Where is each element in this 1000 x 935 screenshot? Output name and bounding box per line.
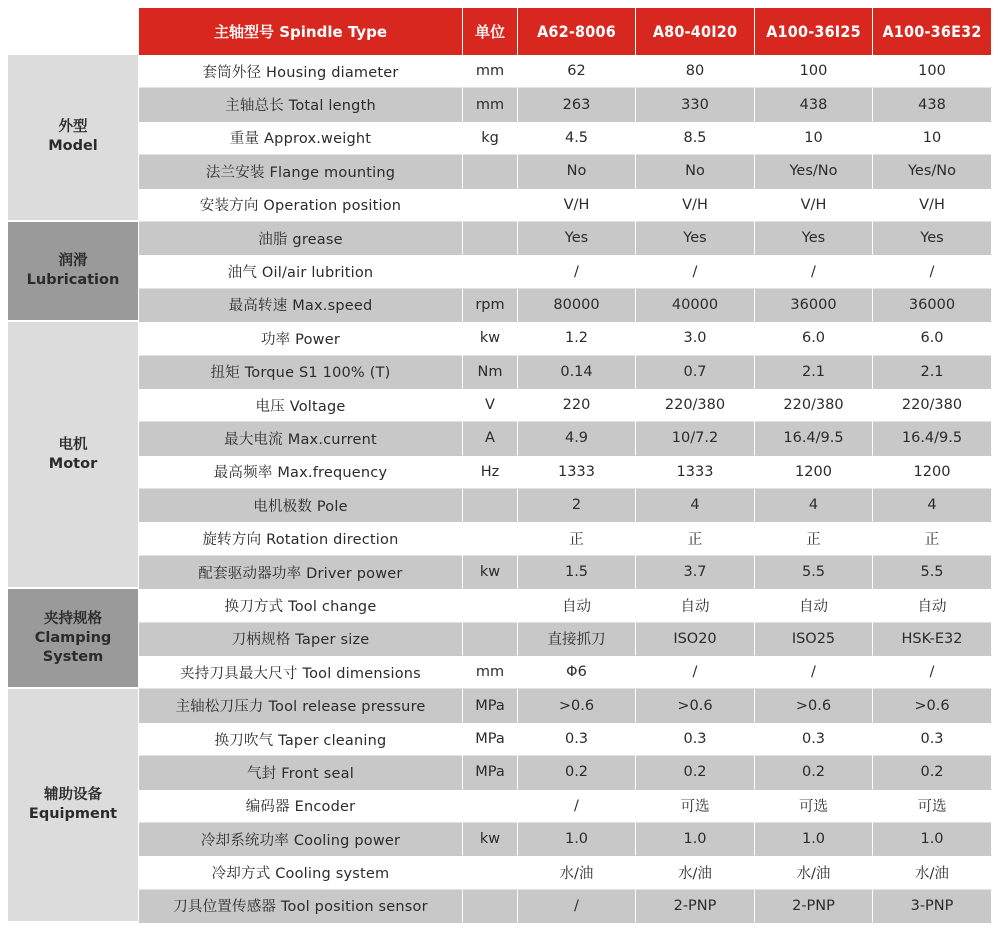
- table-row: [8, 389, 992, 422]
- table-row: [8, 790, 992, 823]
- value-cell-model-4: 2.1: [873, 356, 992, 389]
- table-row: [8, 189, 992, 222]
- param-label: 配套驱动器功率 Driver power: [139, 556, 463, 589]
- value-cell-model-2: 水/油: [636, 856, 755, 889]
- param-label: 主轴总长 Total length: [139, 88, 463, 121]
- value-cell-model-1: 0.14: [518, 356, 636, 389]
- value-cell-model-3: 2-PNP: [755, 890, 873, 923]
- table-row: [8, 823, 992, 856]
- value-cell-model-1: 0.2: [518, 756, 636, 789]
- value-cell-model-4: 1.0: [873, 823, 992, 856]
- param-label: 扭矩 Torque S1 100% (T): [139, 356, 463, 389]
- unit-cell: V: [463, 389, 518, 422]
- value-cell-model-3: ISO25: [755, 623, 873, 656]
- value-cell-model-4: 100: [873, 55, 992, 88]
- header-model-2: A80-40I20: [636, 8, 755, 55]
- value-cell-model-1: 1.2: [518, 322, 636, 355]
- unit-cell: mm: [463, 55, 518, 88]
- value-cell-model-2: 3.7: [636, 556, 755, 589]
- value-cell-model-4: 水/油: [873, 856, 992, 889]
- value-cell-model-2: ISO20: [636, 623, 755, 656]
- value-cell-model-4: 正: [873, 522, 992, 555]
- value-cell-model-2: No: [636, 155, 755, 188]
- param-label: 换刀方式 Tool change: [139, 589, 463, 622]
- group-label-zh: 润滑: [58, 253, 88, 270]
- spec-body: [8, 55, 992, 923]
- value-cell-model-2: >0.6: [636, 689, 755, 722]
- value-cell-model-2: 0.2: [636, 756, 755, 789]
- param-label: 电机极数 Pole: [139, 489, 463, 522]
- table-row: [8, 55, 992, 88]
- value-cell-model-4: Yes/No: [873, 155, 992, 188]
- value-cell-model-3: 36000: [755, 289, 873, 322]
- table-row: [8, 322, 992, 355]
- group-label: [8, 55, 139, 222]
- value-cell-model-2: 0.7: [636, 356, 755, 389]
- table-row: [8, 589, 992, 622]
- value-cell-model-3: 4: [755, 489, 873, 522]
- value-cell-model-3: 5.5: [755, 556, 873, 589]
- unit-cell: [463, 189, 518, 222]
- table-row: [8, 656, 992, 689]
- table-row: [8, 890, 992, 923]
- group-label-en: Model: [48, 138, 98, 155]
- value-cell-model-1: 4.5: [518, 122, 636, 155]
- value-cell-model-2: 2-PNP: [636, 890, 755, 923]
- value-cell-model-4: 6.0: [873, 322, 992, 355]
- param-label: 冷却方式 Cooling system: [139, 856, 463, 889]
- value-cell-model-2: 330: [636, 88, 755, 121]
- header-row: [8, 8, 992, 55]
- value-cell-model-1: /: [518, 890, 636, 923]
- group-label-en: Lubrication: [26, 272, 120, 289]
- header-model-4: A100-36E32: [873, 8, 992, 55]
- table-row: [8, 689, 992, 722]
- value-cell-model-1: 1.0: [518, 823, 636, 856]
- unit-cell: A: [463, 422, 518, 455]
- value-cell-model-2: 220/380: [636, 389, 755, 422]
- value-cell-model-2: 4: [636, 489, 755, 522]
- unit-cell: [463, 623, 518, 656]
- table-row: [8, 856, 992, 889]
- value-cell-model-1: Φ6: [518, 656, 636, 689]
- group-label-zh: 电机: [58, 436, 88, 453]
- value-cell-model-3: /: [755, 656, 873, 689]
- value-cell-model-3: 6.0: [755, 322, 873, 355]
- table-row: [8, 88, 992, 121]
- unit-cell: [463, 522, 518, 555]
- value-cell-model-3: 1200: [755, 456, 873, 489]
- group-label-zh: 外型: [58, 119, 88, 136]
- value-cell-model-1: 220: [518, 389, 636, 422]
- param-label: 编码器 Encoder: [139, 790, 463, 823]
- value-cell-model-4: V/H: [873, 189, 992, 222]
- param-label: 气封 Front seal: [139, 756, 463, 789]
- value-cell-model-2: 1333: [636, 456, 755, 489]
- value-cell-model-2: /: [636, 656, 755, 689]
- unit-cell: kw: [463, 556, 518, 589]
- value-cell-model-1: 正: [518, 522, 636, 555]
- value-cell-model-4: 220/380: [873, 389, 992, 422]
- value-cell-model-1: 1.5: [518, 556, 636, 589]
- value-cell-model-3: 16.4/9.5: [755, 422, 873, 455]
- value-cell-model-4: 0.3: [873, 723, 992, 756]
- value-cell-model-3: >0.6: [755, 689, 873, 722]
- table-row: [8, 122, 992, 155]
- value-cell-model-3: 100: [755, 55, 873, 88]
- table-row: [8, 756, 992, 789]
- value-cell-model-3: 2.1: [755, 356, 873, 389]
- header-model-1: A62-8006: [518, 8, 636, 55]
- param-label: 最高频率 Max.frequency: [139, 456, 463, 489]
- unit-cell: MPa: [463, 723, 518, 756]
- table-row: [8, 422, 992, 455]
- value-cell-model-2: 8.5: [636, 122, 755, 155]
- value-cell-model-1: >0.6: [518, 689, 636, 722]
- param-label: 刀具位置传感器 Tool position sensor: [139, 890, 463, 923]
- value-cell-model-4: 438: [873, 88, 992, 121]
- value-cell-model-2: 40000: [636, 289, 755, 322]
- value-cell-model-3: 1.0: [755, 823, 873, 856]
- unit-cell: Hz: [463, 456, 518, 489]
- param-label: 最大电流 Max.current: [139, 422, 463, 455]
- group-label: [8, 322, 139, 589]
- unit-cell: mm: [463, 656, 518, 689]
- value-cell-model-4: 5.5: [873, 556, 992, 589]
- value-cell-model-3: 水/油: [755, 856, 873, 889]
- param-label: 电压 Voltage: [139, 389, 463, 422]
- spindle-spec-table: [8, 8, 992, 923]
- value-cell-model-4: 4: [873, 489, 992, 522]
- group-label-zh: 辅助设备: [44, 787, 102, 804]
- value-cell-model-1: 62: [518, 55, 636, 88]
- param-label: 油脂 grease: [139, 222, 463, 255]
- value-cell-model-1: 4.9: [518, 422, 636, 455]
- value-cell-model-1: 直接抓刀: [518, 623, 636, 656]
- header-model-3: A100-36I25: [755, 8, 873, 55]
- unit-cell: [463, 222, 518, 255]
- value-cell-model-2: 自动: [636, 589, 755, 622]
- param-label: 刀柄规格 Taper size: [139, 623, 463, 656]
- value-cell-model-1: Yes: [518, 222, 636, 255]
- unit-cell: MPa: [463, 689, 518, 722]
- header-unit: 单位: [463, 8, 518, 55]
- value-cell-model-1: /: [518, 790, 636, 823]
- table-row: [8, 723, 992, 756]
- header-parameter: 主轴型号 Spindle Type: [139, 8, 463, 55]
- value-cell-model-1: 水/油: [518, 856, 636, 889]
- value-cell-model-4: 1200: [873, 456, 992, 489]
- group-label: [8, 222, 139, 322]
- param-label: 旋转方向 Rotation direction: [139, 522, 463, 555]
- value-cell-model-3: 可选: [755, 790, 873, 823]
- param-label: 夹持刀具最大尺寸 Tool dimensions: [139, 656, 463, 689]
- value-cell-model-4: 10: [873, 122, 992, 155]
- param-label: 功率 Power: [139, 322, 463, 355]
- value-cell-model-4: >0.6: [873, 689, 992, 722]
- value-cell-model-3: Yes/No: [755, 155, 873, 188]
- table-row: [8, 222, 992, 255]
- value-cell-model-4: 16.4/9.5: [873, 422, 992, 455]
- value-cell-model-4: /: [873, 656, 992, 689]
- group-label-en: Clamping System: [34, 629, 112, 665]
- param-label: 最高转速 Max.speed: [139, 289, 463, 322]
- group-label-en: Equipment: [28, 806, 118, 823]
- unit-cell: Nm: [463, 356, 518, 389]
- table-row: [8, 356, 992, 389]
- unit-cell: kw: [463, 322, 518, 355]
- value-cell-model-3: 220/380: [755, 389, 873, 422]
- value-cell-model-1: 0.3: [518, 723, 636, 756]
- unit-cell: [463, 489, 518, 522]
- table-row: [8, 489, 992, 522]
- group-label: [8, 589, 139, 689]
- value-cell-model-3: 0.3: [755, 723, 873, 756]
- value-cell-model-2: V/H: [636, 189, 755, 222]
- value-cell-model-1: 2: [518, 489, 636, 522]
- value-cell-model-4: 36000: [873, 289, 992, 322]
- value-cell-model-3: /: [755, 255, 873, 288]
- unit-cell: [463, 255, 518, 288]
- value-cell-model-4: Yes: [873, 222, 992, 255]
- unit-cell: [463, 790, 518, 823]
- value-cell-model-1: 1333: [518, 456, 636, 489]
- param-label: 主轴松刀压力 Tool release pressure: [139, 689, 463, 722]
- table-row: [8, 556, 992, 589]
- table-row: [8, 289, 992, 322]
- value-cell-model-4: 0.2: [873, 756, 992, 789]
- unit-cell: MPa: [463, 756, 518, 789]
- value-cell-model-2: 3.0: [636, 322, 755, 355]
- table-row: [8, 623, 992, 656]
- unit-cell: [463, 890, 518, 923]
- value-cell-model-2: 10/7.2: [636, 422, 755, 455]
- value-cell-model-4: HSK-E32: [873, 623, 992, 656]
- unit-cell: mm: [463, 88, 518, 121]
- param-label: 安装方向 Operation position: [139, 189, 463, 222]
- value-cell-model-4: 可选: [873, 790, 992, 823]
- table-row: [8, 155, 992, 188]
- value-cell-model-1: 263: [518, 88, 636, 121]
- group-label: [8, 689, 139, 923]
- value-cell-model-1: V/H: [518, 189, 636, 222]
- value-cell-model-1: /: [518, 255, 636, 288]
- param-label: 套筒外径 Housing diameter: [139, 55, 463, 88]
- value-cell-model-1: 自动: [518, 589, 636, 622]
- value-cell-model-3: Yes: [755, 222, 873, 255]
- param-label: 冷却系统功率 Cooling power: [139, 823, 463, 856]
- param-label: 法兰安装 Flange mounting: [139, 155, 463, 188]
- value-cell-model-2: 1.0: [636, 823, 755, 856]
- unit-cell: [463, 856, 518, 889]
- unit-cell: kw: [463, 823, 518, 856]
- param-label: 换刀吹气 Taper cleaning: [139, 723, 463, 756]
- value-cell-model-1: No: [518, 155, 636, 188]
- unit-cell: [463, 155, 518, 188]
- value-cell-model-1: 80000: [518, 289, 636, 322]
- value-cell-model-2: /: [636, 255, 755, 288]
- value-cell-model-2: 0.3: [636, 723, 755, 756]
- param-label: 重量 Approx.weight: [139, 122, 463, 155]
- value-cell-model-3: 自动: [755, 589, 873, 622]
- value-cell-model-2: 可选: [636, 790, 755, 823]
- value-cell-model-2: 正: [636, 522, 755, 555]
- header-blank-cell: [8, 8, 139, 55]
- unit-cell: rpm: [463, 289, 518, 322]
- value-cell-model-4: /: [873, 255, 992, 288]
- table-row: [8, 255, 992, 288]
- table-row: [8, 522, 992, 555]
- value-cell-model-3: 正: [755, 522, 873, 555]
- value-cell-model-4: 3-PNP: [873, 890, 992, 923]
- param-label: 油气 Oil/air lubrition: [139, 255, 463, 288]
- value-cell-model-2: Yes: [636, 222, 755, 255]
- value-cell-model-3: 0.2: [755, 756, 873, 789]
- value-cell-model-2: 80: [636, 55, 755, 88]
- unit-cell: [463, 589, 518, 622]
- unit-cell: kg: [463, 122, 518, 155]
- group-label-en: Motor: [48, 455, 98, 472]
- value-cell-model-3: 10: [755, 122, 873, 155]
- group-label-zh: 夹持规格: [44, 610, 102, 627]
- value-cell-model-3: 438: [755, 88, 873, 121]
- table-row: [8, 456, 992, 489]
- value-cell-model-3: V/H: [755, 189, 873, 222]
- value-cell-model-4: 自动: [873, 589, 992, 622]
